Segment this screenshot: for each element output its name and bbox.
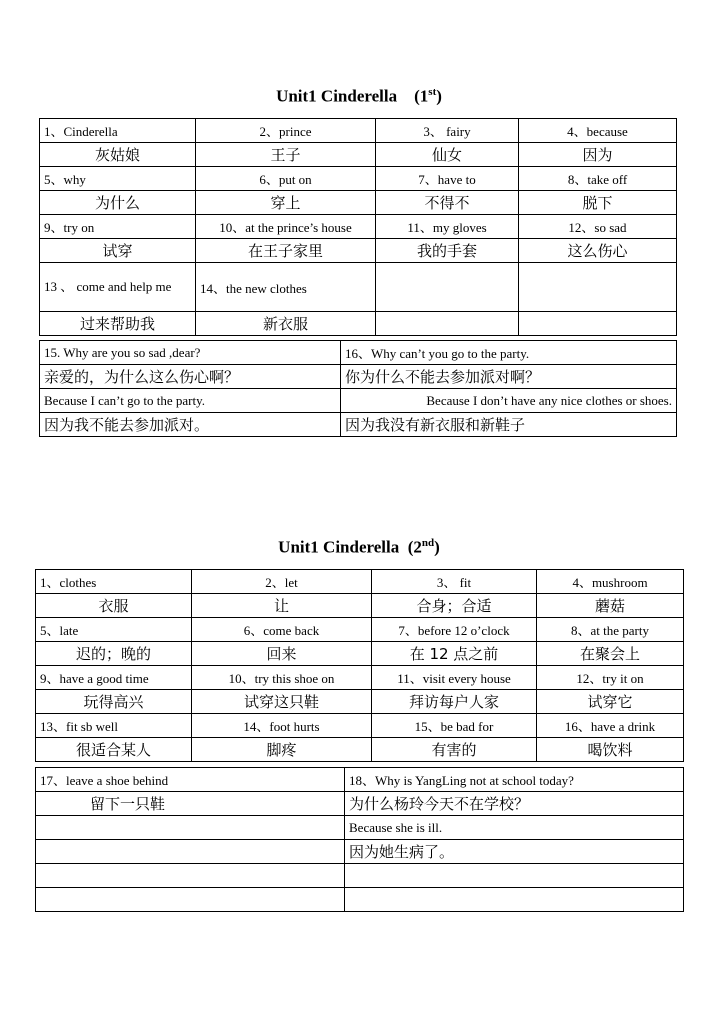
english-cell: 12、try it on <box>537 666 684 690</box>
sentence-cell <box>36 840 345 864</box>
english-cell: 4、mushroom <box>537 570 684 594</box>
table-row <box>36 792 684 816</box>
unit2-title <box>0 537 718 558</box>
sentence-cell: 17、leave a shoe behind <box>36 768 345 792</box>
english-cell: 8、at the party <box>537 618 684 642</box>
unit1-close: ) <box>436 86 442 106</box>
unit2-close: ) <box>434 537 440 557</box>
table-row <box>40 143 677 167</box>
chinese-cell: 因为 <box>519 143 677 167</box>
chinese-cell: 脱下 <box>519 191 677 215</box>
chinese-cell: 为什么 <box>40 191 196 215</box>
sentence-cell <box>345 864 684 888</box>
table-row <box>36 816 684 840</box>
english-cell <box>519 263 677 312</box>
english-cell: 9、try on <box>40 215 196 239</box>
english-cell: 3、 fit <box>372 570 537 594</box>
english-cell: 5、why <box>40 167 196 191</box>
english-cell: 7、have to <box>376 167 519 191</box>
chinese-cell: 回来 <box>192 642 372 666</box>
table-row <box>36 570 684 594</box>
sentence-cell: Because I don’t have any nice clothes or shoes. <box>341 389 677 413</box>
sentence-cell: 16、Why can’t you go to the party. <box>341 341 677 365</box>
chinese-cell: 过来帮助我 <box>40 312 196 336</box>
table-row <box>40 413 677 437</box>
chinese-cell: 合身；合适 <box>372 594 537 618</box>
english-cell: 1、Cinderella <box>40 119 196 143</box>
table-row <box>40 119 677 143</box>
chinese-cell: 仙女 <box>376 143 519 167</box>
english-cell: 5、late <box>36 618 192 642</box>
sentence-cell <box>36 816 345 840</box>
chinese-cell: 试穿这只鞋 <box>192 690 372 714</box>
chinese-cell: 迟的；晚的 <box>36 642 192 666</box>
table-row <box>36 594 684 618</box>
table-row <box>40 215 677 239</box>
chinese-cell: 让 <box>192 594 372 618</box>
table-row <box>40 167 677 191</box>
chinese-cell <box>519 312 677 336</box>
chinese-cell: 不得不 <box>376 191 519 215</box>
english-cell: 6、come back <box>192 618 372 642</box>
english-cell: 11、my gloves <box>376 215 519 239</box>
chinese-cell: 喝饮料 <box>537 738 684 762</box>
english-cell: 6、put on <box>196 167 376 191</box>
unit2-title-text: Unit1 Cinderella <box>278 537 400 557</box>
chinese-cell <box>376 312 519 336</box>
sentence-cell: 留下一只鞋 <box>36 792 345 816</box>
table-row <box>40 341 677 365</box>
chinese-cell: 玩得高兴 <box>36 690 192 714</box>
table-row <box>40 239 677 263</box>
sentence-cell <box>36 888 345 912</box>
unit1-title <box>0 86 718 107</box>
english-cell: 13 、 come and help me <box>40 263 196 312</box>
table-row <box>40 365 677 389</box>
english-cell: 10、at the prince’s house <box>196 215 376 239</box>
table-row <box>40 263 677 312</box>
sentence-cell: 18、Why is YangLing not at school today? <box>345 768 684 792</box>
english-cell: 1、clothes <box>36 570 192 594</box>
english-cell: 14、the new clothes <box>196 263 376 312</box>
chinese-cell: 试穿它 <box>537 690 684 714</box>
english-cell: 15、be bad for <box>372 714 537 738</box>
sentence-cell: 亲爱的，为什么这么伤心啊？ <box>40 365 341 389</box>
sentence-cell: Because she is ill. <box>345 816 684 840</box>
chinese-cell: 我的手套 <box>376 239 519 263</box>
english-cell <box>376 263 519 312</box>
table-row <box>36 690 684 714</box>
table-row <box>36 714 684 738</box>
chinese-cell: 穿上 <box>196 191 376 215</box>
sentence-cell: 因为我没有新衣服和新鞋子 <box>341 413 677 437</box>
table-row <box>36 666 684 690</box>
unit1-sup: st <box>428 86 437 98</box>
sentence-cell <box>345 888 684 912</box>
sentence-cell: 15. Why are you so sad ,dear? <box>40 341 341 365</box>
sentence-cell <box>36 864 345 888</box>
chinese-cell: 灰姑娘 <box>40 143 196 167</box>
unit2-vocab-table <box>35 569 684 762</box>
chinese-cell: 有害的 <box>372 738 537 762</box>
english-cell: 11、visit every house <box>372 666 537 690</box>
table-row <box>40 312 677 336</box>
table-row <box>36 888 684 912</box>
chinese-cell: 试穿 <box>40 239 196 263</box>
chinese-cell: 在王子家里 <box>196 239 376 263</box>
table-row <box>36 642 684 666</box>
chinese-cell: 蘑菇 <box>537 594 684 618</box>
table-row <box>36 768 684 792</box>
table-row <box>40 191 677 215</box>
table-row <box>40 389 677 413</box>
sentence-cell: 你为什么不能去参加派对啊？ <box>341 365 677 389</box>
english-cell: 10、try this shoe on <box>192 666 372 690</box>
unit1-title-text: Unit1 Cinderella <box>276 86 398 106</box>
table-row <box>36 864 684 888</box>
english-cell: 12、so sad <box>519 215 677 239</box>
table-row <box>36 618 684 642</box>
sentence-cell: 为什么杨玲今天不在学校？ <box>345 792 684 816</box>
unit2-sentence-table <box>35 767 684 912</box>
chinese-cell: 这么伤心 <box>519 239 677 263</box>
chinese-cell: 新衣服 <box>196 312 376 336</box>
sentence-cell: Because I can’t go to the party. <box>40 389 341 413</box>
unit1-sentence-table <box>39 340 677 437</box>
unit2-part: (2 <box>407 537 422 557</box>
english-cell: 8、take off <box>519 167 677 191</box>
chinese-cell: 很适合某人 <box>36 738 192 762</box>
unit1-part: (1 <box>414 86 429 106</box>
sentence-cell: 因为我不能去参加派对。 <box>40 413 341 437</box>
chinese-cell: 拜访每户人家 <box>372 690 537 714</box>
chinese-cell: 王子 <box>196 143 376 167</box>
chinese-cell: 在聚会上 <box>537 642 684 666</box>
chinese-cell: 衣服 <box>36 594 192 618</box>
english-cell: 2、prince <box>196 119 376 143</box>
english-cell: 4、because <box>519 119 677 143</box>
chinese-cell: 脚疼 <box>192 738 372 762</box>
english-cell: 14、foot hurts <box>192 714 372 738</box>
english-cell: 2、let <box>192 570 372 594</box>
english-cell: 7、before 12 o’clock <box>372 618 537 642</box>
english-cell: 3、 fairy <box>376 119 519 143</box>
unit2-sup: nd <box>421 537 435 549</box>
english-cell: 16、have a drink <box>537 714 684 738</box>
table-row <box>36 738 684 762</box>
table-row <box>36 840 684 864</box>
english-cell: 9、have a good time <box>36 666 192 690</box>
chinese-cell: 在 12 点之前 <box>372 642 537 666</box>
english-cell: 13、fit sb well <box>36 714 192 738</box>
sentence-cell: 因为她生病了。 <box>345 840 684 864</box>
unit1-vocab-table <box>39 118 677 336</box>
